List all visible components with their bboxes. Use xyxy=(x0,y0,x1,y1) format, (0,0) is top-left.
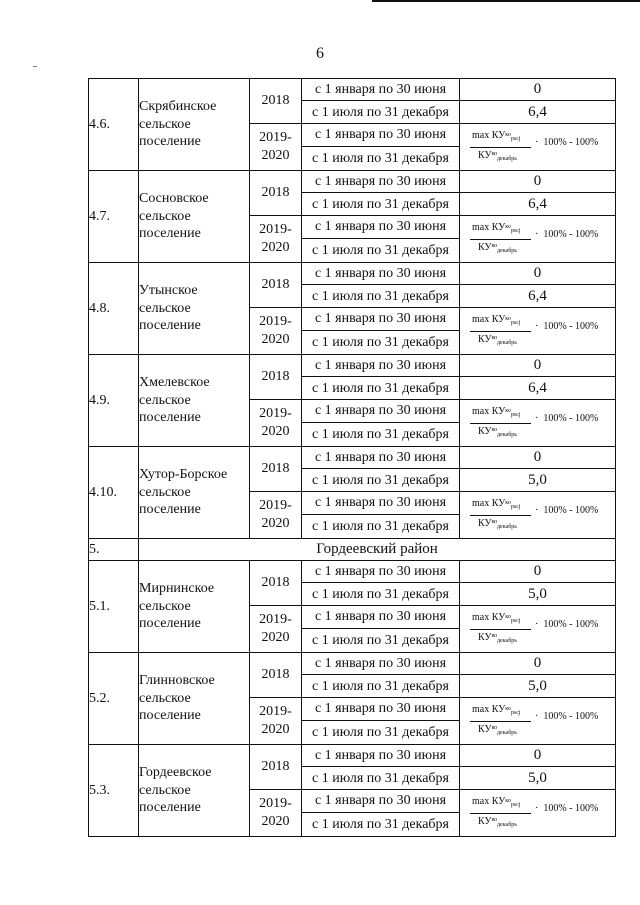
fraction-bar xyxy=(470,147,531,148)
formula-subscript-december: декабрь xyxy=(497,524,517,530)
row-number: 5.3. xyxy=(89,745,139,837)
value-cell: 0 xyxy=(460,447,616,469)
period-cell: с 1 января по 30 июня xyxy=(302,400,460,423)
formula-expression xyxy=(460,308,615,354)
table-row xyxy=(89,561,616,583)
formula-ku: КУ xyxy=(491,796,506,807)
formula-numerator xyxy=(472,705,521,716)
formula-denominator xyxy=(478,427,517,438)
formula-superscript: ко xyxy=(505,706,511,712)
formula-multiply: · xyxy=(535,413,539,424)
period-cell: с 1 января по 30 июня xyxy=(302,79,460,101)
period-cell: с 1 января по 30 июня xyxy=(302,447,460,469)
formula-subscript-december: декабрь xyxy=(497,730,517,736)
period-cell: с 1 января по 30 июня xyxy=(302,698,460,721)
period-cell: с 1 января по 30 июня xyxy=(302,355,460,377)
formula-subscript-december: декабрь xyxy=(497,432,517,438)
formula-multiply: · xyxy=(535,229,539,240)
formula-superscript: ко xyxy=(491,633,497,639)
value-cell: 0 xyxy=(460,79,616,101)
row-number: 4.7. xyxy=(89,171,139,263)
formula-tail xyxy=(535,322,598,332)
top-rule xyxy=(372,0,640,2)
year-cell: 2018 xyxy=(250,745,302,790)
year-cell: 2018 xyxy=(250,653,302,698)
row-number: 4.9. xyxy=(89,355,139,447)
fraction-bar xyxy=(470,423,531,424)
value-cell: 0 xyxy=(460,561,616,583)
ratio-formula xyxy=(460,492,616,539)
ratio-formula xyxy=(460,698,616,745)
formula-multiply: · xyxy=(535,137,539,148)
value-cell: 0 xyxy=(460,171,616,193)
formula-max: max xyxy=(472,406,490,417)
year-cell: 2019- 2020 xyxy=(250,492,302,539)
value-cell: 5,0 xyxy=(460,583,616,606)
formula-multiply: · xyxy=(535,505,539,516)
formula-ku: КУ xyxy=(491,612,506,623)
settlement-name: Скрябинское сельское поселение xyxy=(139,79,250,171)
formula-superscript: ко xyxy=(505,500,511,506)
period-cell: с 1 января по 30 июня xyxy=(302,492,460,515)
formula-percent-expression: 100% - 100% xyxy=(543,413,599,424)
period-cell: с 1 июля по 31 декабря xyxy=(302,101,460,124)
formula-tail xyxy=(535,712,598,722)
formula-percent-expression: 100% - 100% xyxy=(543,505,599,516)
year-cell: 2019- 2020 xyxy=(250,308,302,355)
table-row xyxy=(89,653,616,675)
year-cell: 2019- 2020 xyxy=(250,790,302,837)
year-cell: 2018 xyxy=(250,561,302,606)
formula-expression xyxy=(460,790,615,836)
year-cell: 2018 xyxy=(250,79,302,124)
formula-ku: КУ xyxy=(478,724,492,735)
formula-ku: КУ xyxy=(478,242,492,253)
formula-numerator xyxy=(472,797,521,808)
fraction-bar xyxy=(470,721,531,722)
formula-max: max xyxy=(472,704,490,715)
period-cell: с 1 июля по 31 декабря xyxy=(302,720,460,744)
region-row xyxy=(89,539,616,561)
row-number: 4.8. xyxy=(89,263,139,355)
formula-denominator xyxy=(478,519,517,530)
formula-max: max xyxy=(472,612,490,623)
formula-subscript: pscj xyxy=(510,802,521,808)
formula-superscript: ко xyxy=(505,224,511,230)
row-number: 4.6. xyxy=(89,79,139,171)
formula-percent-expression: 100% - 100% xyxy=(543,803,599,814)
region-number: 5. xyxy=(89,539,139,561)
formula-superscript: ко xyxy=(505,614,511,620)
formula-multiply: · xyxy=(535,803,539,814)
formula-superscript: ко xyxy=(491,243,497,249)
period-cell: с 1 января по 30 июня xyxy=(302,171,460,193)
year-cell: 2019- 2020 xyxy=(250,606,302,653)
formula-denominator xyxy=(478,725,517,736)
fraction-bar xyxy=(470,629,531,630)
formula-ku: КУ xyxy=(478,426,492,437)
period-cell: с 1 января по 30 июня xyxy=(302,790,460,813)
formula-subscript-december: декабрь xyxy=(497,156,517,162)
ratio-formula xyxy=(460,400,616,447)
formula-tail xyxy=(535,804,598,814)
formula-percent-expression: 100% - 100% xyxy=(543,711,599,722)
formula-subscript-december: декабрь xyxy=(497,822,517,828)
formula-denominator xyxy=(478,335,517,346)
year-cell: 2018 xyxy=(250,171,302,216)
period-cell: с 1 июля по 31 декабря xyxy=(302,146,460,170)
formula-superscript: ко xyxy=(505,316,511,322)
value-cell: 5,0 xyxy=(460,675,616,698)
formula-expression xyxy=(460,698,615,744)
fraction-bar xyxy=(470,331,531,332)
formula-percent-expression: 100% - 100% xyxy=(543,229,599,240)
value-cell: 0 xyxy=(460,745,616,767)
formula-numerator xyxy=(472,315,521,326)
formula-superscript: ко xyxy=(491,427,497,433)
formula-subscript: pscj xyxy=(510,228,521,234)
formula-denominator xyxy=(478,151,517,162)
formula-superscript: ко xyxy=(491,151,497,157)
settlement-name: Гордеевское сельское поселение xyxy=(139,745,250,837)
fraction-bar xyxy=(470,515,531,516)
formula-denominator xyxy=(478,243,517,254)
table-row xyxy=(89,171,616,193)
period-cell: с 1 июля по 31 декабря xyxy=(302,238,460,262)
formula-expression xyxy=(460,216,615,262)
table-row xyxy=(89,355,616,377)
period-cell: с 1 января по 30 июня xyxy=(302,216,460,239)
year-cell: 2019- 2020 xyxy=(250,124,302,171)
formula-tail xyxy=(535,138,598,148)
formula-subscript: pscj xyxy=(510,710,521,716)
value-cell: 6,4 xyxy=(460,285,616,308)
year-cell: 2018 xyxy=(250,263,302,308)
formula-tail xyxy=(535,506,598,516)
ratio-formula xyxy=(460,216,616,263)
settlement-name: Мирнинское сельское поселение xyxy=(139,561,250,653)
region-title: Гордеевский район xyxy=(139,539,616,561)
period-cell: с 1 июля по 31 декабря xyxy=(302,469,460,492)
fraction-bar xyxy=(470,813,531,814)
period-cell: с 1 июля по 31 декабря xyxy=(302,377,460,400)
period-cell: с 1 января по 30 июня xyxy=(302,263,460,285)
period-cell: с 1 июля по 31 декабря xyxy=(302,422,460,446)
table-row xyxy=(89,79,616,101)
formula-max: max xyxy=(472,498,490,509)
year-cell: 2018 xyxy=(250,447,302,492)
formula-percent-expression: 100% - 100% xyxy=(543,137,599,148)
table-row xyxy=(89,263,616,285)
period-cell: с 1 января по 30 июня xyxy=(302,561,460,583)
period-cell: с 1 июля по 31 декабря xyxy=(302,812,460,836)
period-cell: с 1 июля по 31 декабря xyxy=(302,514,460,538)
formula-max: max xyxy=(472,130,490,141)
value-cell: 6,4 xyxy=(460,377,616,400)
formula-max: max xyxy=(472,222,490,233)
formula-expression xyxy=(460,124,615,170)
formula-multiply: · xyxy=(535,321,539,332)
formula-subscript: pscj xyxy=(510,504,521,510)
year-cell: 2018 xyxy=(250,355,302,400)
value-cell: 5,0 xyxy=(460,767,616,790)
period-cell: с 1 января по 30 июня xyxy=(302,606,460,629)
formula-numerator xyxy=(472,407,521,418)
formula-ku: КУ xyxy=(478,518,492,529)
page-number: 6 xyxy=(316,45,324,62)
formula-ku: КУ xyxy=(478,150,492,161)
formula-tail xyxy=(535,230,598,240)
formula-numerator xyxy=(472,223,521,234)
period-cell: с 1 января по 30 июня xyxy=(302,308,460,331)
table-row xyxy=(89,745,616,767)
value-cell: 6,4 xyxy=(460,101,616,124)
ratio-formula xyxy=(460,308,616,355)
settlement-name: Хмелевское сельское поселение xyxy=(139,355,250,447)
formula-subscript-december: декабрь xyxy=(497,248,517,254)
year-cell: 2019- 2020 xyxy=(250,698,302,745)
year-cell: 2019- 2020 xyxy=(250,216,302,263)
formula-ku: КУ xyxy=(491,130,506,141)
formula-superscript: ко xyxy=(491,519,497,525)
period-cell: с 1 июля по 31 декабря xyxy=(302,193,460,216)
settlement-name: Сосновское сельское поселение xyxy=(139,171,250,263)
formula-max: max xyxy=(472,796,490,807)
formula-percent-expression: 100% - 100% xyxy=(543,321,599,332)
period-cell: с 1 июля по 31 декабря xyxy=(302,285,460,308)
value-cell: 6,4 xyxy=(460,193,616,216)
row-number: 5.1. xyxy=(89,561,139,653)
formula-multiply: · xyxy=(535,619,539,630)
formula-ku: КУ xyxy=(478,632,492,643)
settlement-name: Глинновское сельское поселение xyxy=(139,653,250,745)
formula-superscript: ко xyxy=(491,817,497,823)
formula-ku: КУ xyxy=(491,222,506,233)
ratio-formula xyxy=(460,606,616,653)
formula-tail xyxy=(535,620,598,630)
year-cell: 2019- 2020 xyxy=(250,400,302,447)
ratio-formula xyxy=(460,790,616,837)
value-cell: 0 xyxy=(460,355,616,377)
fraction-bar xyxy=(470,239,531,240)
tariff-schedule-table xyxy=(88,78,616,837)
period-cell: с 1 июля по 31 декабря xyxy=(302,628,460,652)
formula-superscript: ко xyxy=(491,335,497,341)
formula-expression xyxy=(460,606,615,652)
ratio-formula xyxy=(460,124,616,171)
settlement-name: Утынское сельское поселение xyxy=(139,263,250,355)
formula-subscript: pscj xyxy=(510,320,521,326)
formula-percent-expression: 100% - 100% xyxy=(543,619,599,630)
value-cell: 0 xyxy=(460,653,616,675)
formula-denominator xyxy=(478,817,517,828)
formula-superscript: ко xyxy=(491,725,497,731)
formula-subscript-december: декабрь xyxy=(497,340,517,346)
formula-ku: КУ xyxy=(491,498,506,509)
table-row xyxy=(89,447,616,469)
value-cell: 5,0 xyxy=(460,469,616,492)
scan-speck xyxy=(33,66,37,67)
formula-subscript-december: декабрь xyxy=(497,638,517,644)
formula-expression xyxy=(460,400,615,446)
period-cell: с 1 июля по 31 декабря xyxy=(302,583,460,606)
settlement-name: Хутор-Борское сельское поселение xyxy=(139,447,250,539)
period-cell: с 1 июля по 31 декабря xyxy=(302,330,460,354)
formula-ku: КУ xyxy=(491,704,506,715)
formula-multiply: · xyxy=(535,711,539,722)
period-cell: с 1 января по 30 июня xyxy=(302,653,460,675)
formula-superscript: ко xyxy=(505,132,511,138)
formula-subscript: pscj xyxy=(510,412,521,418)
row-number: 5.2. xyxy=(89,653,139,745)
value-cell: 0 xyxy=(460,263,616,285)
formula-numerator xyxy=(472,131,521,142)
formula-subscript: pscj xyxy=(510,618,521,624)
formula-ku: КУ xyxy=(491,406,506,417)
period-cell: с 1 июля по 31 декабря xyxy=(302,675,460,698)
formula-subscript: pscj xyxy=(510,136,521,142)
period-cell: с 1 июля по 31 декабря xyxy=(302,767,460,790)
formula-numerator xyxy=(472,499,521,510)
formula-superscript: ко xyxy=(505,798,511,804)
row-number: 4.10. xyxy=(89,447,139,539)
formula-tail xyxy=(535,414,598,424)
formula-denominator xyxy=(478,633,517,644)
formula-max: max xyxy=(472,314,490,325)
formula-ku: КУ xyxy=(478,334,492,345)
formula-superscript: ко xyxy=(505,408,511,414)
formula-ku: КУ xyxy=(478,816,492,827)
period-cell: с 1 января по 30 июня xyxy=(302,124,460,147)
period-cell: с 1 января по 30 июня xyxy=(302,745,460,767)
formula-numerator xyxy=(472,613,521,624)
formula-expression xyxy=(460,492,615,538)
formula-ku: КУ xyxy=(491,314,506,325)
